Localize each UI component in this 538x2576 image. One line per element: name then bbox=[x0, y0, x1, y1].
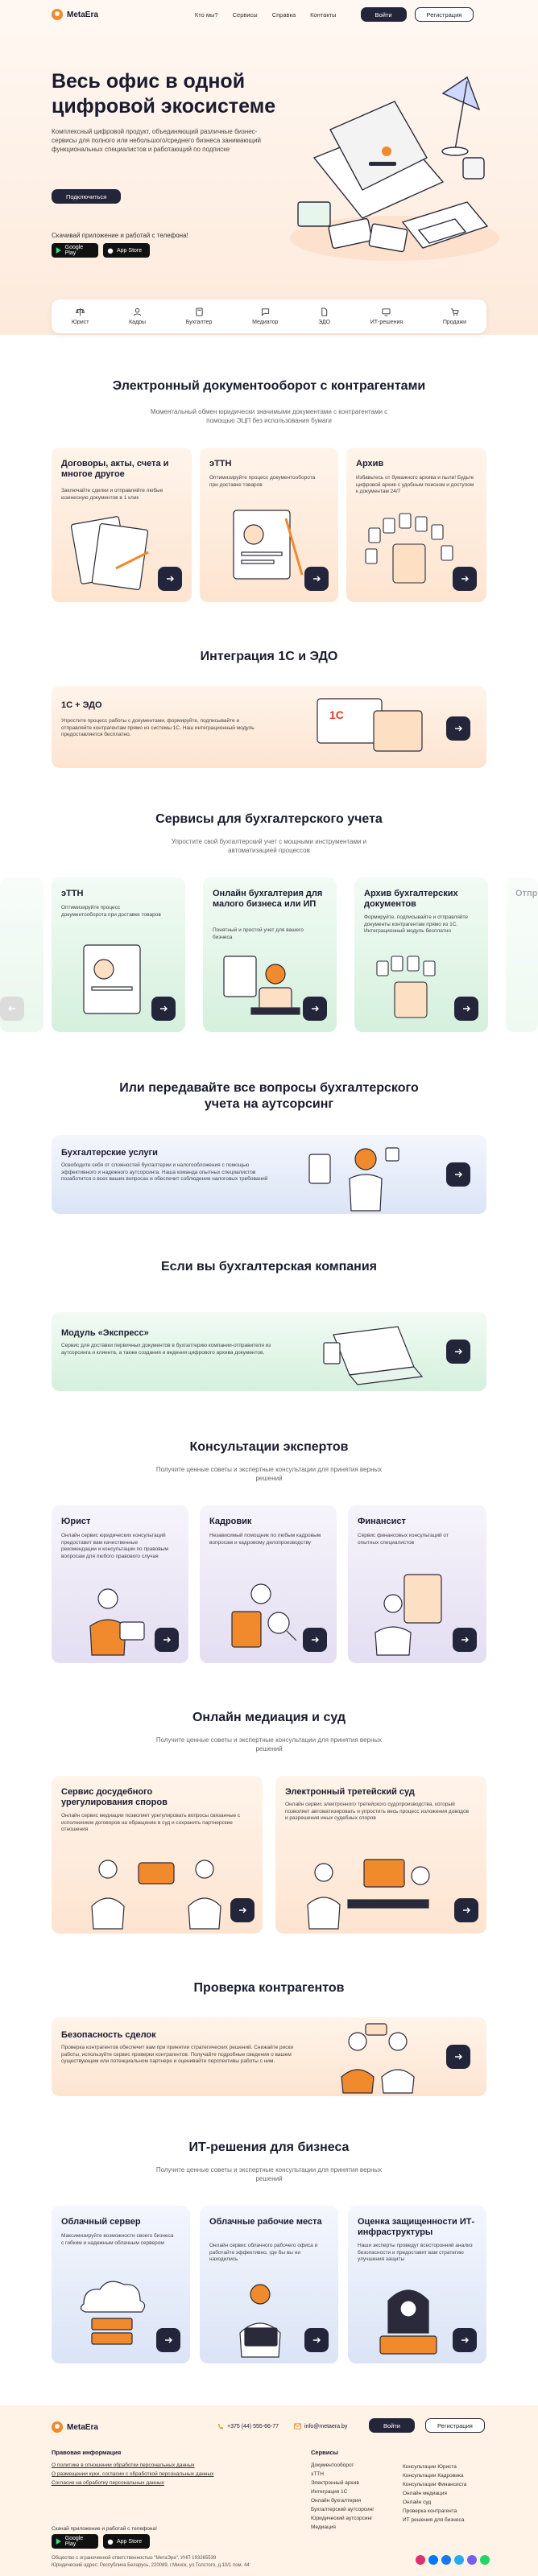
card-description: Упростите процесс работы с документами, формируйте, подписывайте и отправляйте контрагентам прямо из системы 1С. Наш интеграционный модуль предоставляется бесплатно. bbox=[61, 718, 255, 737]
it-card-cloud-server[interactable] bbox=[52, 2206, 190, 2363]
card-description: Онлайн сервис юридических консультаций предоставит вам качественные рекомендации и консультации по правовым вопросам для любого правового случая bbox=[61, 1533, 168, 1559]
arrow-right-icon bbox=[310, 1635, 320, 1645]
ettn-illustration bbox=[217, 502, 314, 591]
ettn-illustration bbox=[68, 937, 164, 1026]
document-icon bbox=[320, 308, 329, 316]
accounting-title: Сервисы для бухгалтерского учета bbox=[155, 812, 383, 826]
service-link[interactable]: Бухгалтерский аутсорсинг bbox=[311, 2507, 375, 2512]
card-title: Кадровик bbox=[209, 1517, 252, 1526]
service-link[interactable]: Медиация bbox=[311, 2524, 336, 2530]
google-play-badge[interactable] bbox=[52, 2534, 98, 2549]
email-text: info@metaera.by bbox=[304, 2423, 348, 2429]
cloud-workplace-illustration bbox=[216, 2277, 304, 2360]
tab-label: ИТ-решения bbox=[370, 320, 404, 325]
card-title: Бухгалтерские услуги bbox=[61, 1148, 158, 1158]
card-title: эТТН bbox=[209, 459, 232, 469]
card-title: Отпр bbox=[515, 889, 538, 898]
card-description: Освободите себя от сложностей бухгалтерии и налогообложения с помощью эффективного и надежного аутсорсинга. Наша команда опытных специалистов позаботится о всех ваших вопросах и обеспечит соблюдение налоговых требований bbox=[61, 1162, 268, 1182]
card-description: Заключайте сделки и отправляйте любые юзинесную документов в 1 клик bbox=[61, 488, 163, 501]
arrow-right-icon bbox=[453, 1347, 463, 1356]
tab-label: Кадры bbox=[129, 320, 147, 325]
logo-icon bbox=[52, 2421, 63, 2433]
card-description: Избавьтесь от бумажного архива и пыли! Будьте цифровой архив с удобным поиском и доступом к документам 24/7 bbox=[356, 475, 474, 494]
card-description: Формируйте, подписывайте и отправляйте документы контрагентам прямо из 1С. Интеграционный модуль бесплатно bbox=[364, 914, 469, 934]
hero-title: Весь офис в одной цифровой экосистеме bbox=[52, 70, 276, 118]
arrow-right-icon bbox=[453, 1170, 463, 1179]
footer-store-badges bbox=[52, 2534, 150, 2549]
arrow-button[interactable] bbox=[230, 1898, 255, 1922]
arrow-button[interactable] bbox=[446, 1340, 470, 1364]
edo-card-ettn[interactable] bbox=[200, 448, 338, 602]
card-description: Оптимизируйте процесс документооборота при доставке товаров bbox=[209, 475, 316, 488]
main-nav bbox=[195, 11, 337, 19]
arbitration-illustration bbox=[292, 1843, 453, 1930]
legal-title: Правовая информация bbox=[52, 2449, 122, 2456]
card-title: Финансист bbox=[358, 1517, 406, 1526]
experts-card-hr[interactable] bbox=[200, 1505, 337, 1663]
store-badges bbox=[52, 243, 150, 258]
company-card[interactable] bbox=[52, 1312, 486, 1391]
integration-illustration bbox=[293, 691, 438, 765]
archive-illustration bbox=[361, 512, 466, 592]
edo-card-contracts[interactable] bbox=[52, 448, 192, 602]
tab-accountant[interactable] bbox=[186, 308, 213, 325]
cloud-server-illustration bbox=[68, 2272, 156, 2360]
google-play-badge[interactable] bbox=[52, 243, 98, 258]
arrow-button[interactable] bbox=[303, 997, 327, 1021]
arrow-right-icon bbox=[238, 1905, 247, 1915]
site-footer bbox=[0, 2405, 538, 2576]
card-description: Онлайн сервис облачного рабочего офиса и работайте эффективно, где бы вы ни находились bbox=[209, 2243, 318, 2262]
tab-lawyer[interactable] bbox=[72, 308, 89, 325]
lawyer-illustration bbox=[76, 1578, 156, 1658]
accounting-card-prev[interactable] bbox=[0, 877, 43, 1032]
google-play-label: Google Play bbox=[64, 245, 84, 256]
arrow-button[interactable] bbox=[446, 1162, 470, 1187]
edo-card-archive[interactable] bbox=[346, 448, 486, 602]
phone-text: +375 (44) 555-66-77 bbox=[227, 2423, 279, 2429]
tab-label: ЭДО bbox=[318, 320, 331, 325]
arrow-right-icon bbox=[460, 1635, 470, 1645]
calculator-icon bbox=[195, 308, 204, 316]
arrow-button[interactable] bbox=[158, 567, 182, 591]
app-store-label: App Store bbox=[117, 247, 143, 254]
mail-icon bbox=[294, 2423, 301, 2429]
service-link[interactable]: Документооборот bbox=[311, 2462, 354, 2468]
experts-card-finance[interactable] bbox=[348, 1505, 486, 1663]
arrow-button[interactable] bbox=[304, 567, 329, 591]
arrow-right-icon bbox=[310, 1004, 320, 1013]
hero-illustration bbox=[282, 61, 507, 279]
register-button[interactable]: Регистрация bbox=[415, 7, 474, 22]
footer-app-label: Скачай приложение и работай с телефона! bbox=[52, 2526, 157, 2532]
google-play-icon bbox=[56, 247, 62, 254]
arrow-button[interactable] bbox=[155, 1628, 179, 1652]
card-title: Архив бухгалтерских документов bbox=[364, 889, 458, 909]
apple-icon bbox=[107, 247, 114, 254]
card-title: 1С + ЭДО bbox=[61, 700, 102, 710]
monitor-icon bbox=[382, 308, 391, 316]
card-description: Понятный и простой учет для вашего бизнеса bbox=[213, 927, 304, 940]
arrow-button[interactable] bbox=[151, 997, 176, 1021]
arrow-right-icon bbox=[163, 2335, 173, 2345]
express-module-illustration bbox=[317, 1319, 438, 1388]
arrow-button[interactable] bbox=[454, 997, 478, 1021]
scale-icon bbox=[76, 308, 85, 316]
service-link[interactable]: Проверка контрагента bbox=[403, 2508, 457, 2514]
viber-icon[interactable] bbox=[467, 2555, 477, 2565]
tab-it[interactable] bbox=[370, 308, 404, 325]
online-accounting-illustration bbox=[219, 952, 308, 1024]
integration-card[interactable] bbox=[52, 686, 486, 768]
arrow-button[interactable] bbox=[453, 567, 477, 591]
card-title: эТТН bbox=[61, 889, 84, 898]
edo-title: Электронный документооборот с контрагентами bbox=[112, 379, 426, 393]
legal-link[interactable]: О политике в отношении обработки персональных данных bbox=[52, 2462, 195, 2468]
apple-icon bbox=[107, 2538, 114, 2545]
card-title: Безопасность сделок bbox=[61, 2030, 156, 2040]
arrow-right-icon bbox=[312, 574, 321, 584]
pretrial-illustration bbox=[84, 1842, 229, 1930]
edo-subtitle: Моментальный обмен юридически значимыми документами с контрагентами с помощью ЭЦП без использования бумаги bbox=[150, 408, 388, 424]
accounting-card-archive[interactable] bbox=[354, 877, 488, 1032]
outsourcing-card[interactable] bbox=[52, 1135, 486, 1214]
arrow-button[interactable] bbox=[454, 1898, 478, 1922]
vk-icon[interactable] bbox=[428, 2555, 438, 2565]
cart-icon bbox=[450, 308, 459, 316]
service-link[interactable]: Онлайн бухгалтерия bbox=[311, 2498, 362, 2504]
card-title: Сервис досудебного урегулирования споров bbox=[61, 1787, 168, 1807]
nav-item-contacts[interactable]: Контакты bbox=[310, 10, 337, 19]
facebook-icon[interactable] bbox=[441, 2555, 451, 2565]
arrow-right-icon bbox=[461, 1905, 471, 1915]
logo-text: MetaEra bbox=[67, 2422, 98, 2432]
tab-label: Бухгалтер bbox=[185, 320, 213, 325]
card-description: Оптимизируйте процесс документооборота при доставке товаров bbox=[61, 905, 161, 918]
arrow-right-icon bbox=[312, 2335, 321, 2345]
app-store-badge[interactable] bbox=[103, 2534, 150, 2549]
card-title: Архив bbox=[356, 459, 384, 469]
arrow-right-icon bbox=[162, 1635, 172, 1645]
tab-label: Медиатор bbox=[252, 320, 279, 325]
nav-item-about[interactable]: Кто мы? bbox=[194, 10, 218, 19]
card-title: Онлайн бухгалтерия для малого бизнеса или ИП bbox=[213, 889, 323, 909]
arrow-right-icon bbox=[453, 724, 463, 733]
experts-subtitle: Получите ценные советы и экспертные консультации для принятия верных решений bbox=[155, 1466, 383, 1482]
card-description: Наши эксперты проведут всесторонний анализ безопасности и предоставят вам стратегию улучшения защиты bbox=[358, 2243, 473, 2262]
outsourcing-title: Или передавайте все вопросы бухгалтерского учета на аутсорсинг bbox=[119, 1081, 419, 1111]
hero-section bbox=[0, 29, 538, 335]
footer-login-button[interactable]: Войти bbox=[369, 2418, 415, 2433]
connect-button[interactable]: Подключиться bbox=[52, 189, 121, 204]
mediation-title: Онлайн медиация и суд bbox=[192, 1711, 346, 1724]
mediation-subtitle: Получите ценные советы и экспертные консультации для принятия верных решений bbox=[155, 1736, 383, 1752]
tab-mediator[interactable] bbox=[252, 308, 278, 325]
arrow-button[interactable] bbox=[156, 2328, 180, 2352]
tab-label: Юрист bbox=[71, 320, 89, 325]
arrow-button[interactable] bbox=[446, 2045, 470, 2069]
experts-title: Консультации экспертов bbox=[189, 1440, 349, 1454]
nav-item-services[interactable]: Сервисы bbox=[232, 10, 258, 19]
tab-hr[interactable] bbox=[129, 308, 146, 325]
users-icon bbox=[133, 308, 142, 316]
logo-text: MetaEra bbox=[67, 10, 98, 19]
svg-text:1С: 1С bbox=[329, 708, 344, 721]
it-card-security[interactable] bbox=[348, 2206, 486, 2363]
arrow-right-icon bbox=[165, 574, 175, 584]
legal-link[interactable]: О размещении куки, согласии с обработкой персональных данных bbox=[52, 2471, 214, 2477]
it-subtitle: Получите ценные советы и экспертные консультации для принятия верных решений bbox=[155, 2166, 383, 2182]
card-title: Модуль «Экспресс» bbox=[61, 1328, 149, 1338]
arrow-button[interactable] bbox=[304, 2328, 329, 2352]
arrow-right-icon bbox=[159, 1004, 168, 1013]
arrow-right-icon bbox=[460, 2335, 470, 2345]
card-title: Юрист bbox=[61, 1517, 91, 1526]
contracts-illustration bbox=[68, 512, 164, 592]
card-title: Облачный сервер bbox=[61, 2217, 141, 2227]
mediation-card-pretrial[interactable] bbox=[52, 1776, 263, 1934]
whatsapp-icon[interactable] bbox=[480, 2555, 490, 2565]
card-description: Максимизируйте возможности своего бизнеса с гибким и надежным облачным сервером bbox=[61, 2233, 174, 2246]
experts-card-lawyer[interactable] bbox=[52, 1505, 188, 1663]
instagram-icon[interactable] bbox=[416, 2555, 425, 2565]
service-link[interactable]: Онлайн суд bbox=[403, 2500, 432, 2505]
service-link[interactable]: Электронный архив bbox=[311, 2480, 359, 2486]
it-card-cloud-workplace[interactable] bbox=[200, 2206, 338, 2363]
card-description: Онлайн сервис медиации позволяет урегулировать вопросы связанные с исполнением договоров на обращение в суд и сохранить партнерские отношения bbox=[61, 1813, 241, 1832]
chat-icon bbox=[261, 308, 270, 316]
verification-title: Проверка контрагентов bbox=[193, 1981, 345, 1995]
service-link[interactable]: Консультации Кадровика bbox=[403, 2473, 464, 2479]
telegram-icon[interactable] bbox=[454, 2555, 464, 2565]
services-column-1 bbox=[311, 2449, 399, 2532]
service-link[interactable]: Юридический аутсорсинг bbox=[311, 2516, 373, 2521]
footer-phone[interactable] bbox=[217, 2423, 279, 2429]
arrow-button[interactable] bbox=[303, 1628, 327, 1652]
card-title: Электронный третейский суд bbox=[285, 1787, 415, 1797]
it-title: ИТ-решения для бизнеса bbox=[188, 2140, 350, 2154]
service-link[interactable]: Интеграция 1С bbox=[311, 2489, 348, 2495]
footer-email[interactable] bbox=[294, 2423, 347, 2429]
hero-description: Комплексный цифровой продукт, объединяющий различные бизнес-сервисы для полного или небольшого/среднего бизнеса занимающий функциональных специалистов и работающий по подписке bbox=[52, 128, 262, 153]
card-description: Онлайн сервис электронного третейского судопроизводства, который позволяет автоматизировать и упростить весь процесс изложения доводов и разрешения иных судебных споров bbox=[285, 1802, 470, 1821]
archive-illustration bbox=[370, 955, 459, 1027]
footer-logo[interactable] bbox=[52, 2421, 98, 2433]
google-play-label: Google Play bbox=[64, 2536, 84, 2547]
carousel-prev-button[interactable] bbox=[0, 997, 24, 1021]
finance-illustration bbox=[364, 1568, 453, 1658]
arrow-right-icon bbox=[460, 574, 470, 584]
accounting-card-next[interactable] bbox=[506, 877, 538, 1032]
verification-illustration bbox=[317, 2021, 438, 2095]
card-description: Сервис для доставки первичных документов в бухгалтерию компании-отправителя из аутсорсинга и клиента, а также создания и ведения цифрового архива документов. bbox=[61, 1343, 271, 1356]
mediation-card-arbitration[interactable] bbox=[275, 1776, 486, 1934]
login-button[interactable]: Войти bbox=[361, 7, 407, 22]
verification-card[interactable] bbox=[52, 2017, 486, 2096]
app-store-label: App Store bbox=[117, 2538, 143, 2545]
services-column-2 bbox=[403, 2462, 491, 2524]
arrow-left-icon bbox=[7, 1004, 17, 1013]
hr-illustration bbox=[216, 1575, 304, 1660]
card-title: Оценка защищенности ИТ-инфраструктуры bbox=[358, 2217, 475, 2237]
company-info bbox=[52, 2555, 250, 2570]
service-link[interactable]: Консультации Финансиста bbox=[403, 2482, 467, 2487]
arrow-right-icon bbox=[461, 1004, 471, 1013]
card-title: Облачные рабочие места bbox=[209, 2217, 322, 2227]
card-title: Договоры, акты, счета и многое другое bbox=[61, 459, 169, 479]
social-links bbox=[416, 2555, 490, 2565]
security-illustration bbox=[364, 2277, 453, 2360]
card-description: Независимый помощник по любым кадровым вопросам и кадровому делопроизводству bbox=[209, 1533, 321, 1546]
tab-label: Продажи bbox=[442, 320, 467, 325]
card-description: Проверка контрагентов обеспечит вам при принятии стратегических решений. Снижайте риски работы, используйте сервис проверки контрагентов. Получайте подробные сведения о вашем существующем или потенциальном партнере и оценивайте перспективы работы с ним. bbox=[61, 2045, 294, 2064]
services-title: Сервисы bbox=[311, 2449, 338, 2456]
legal-link[interactable]: Согласие на обработку персональных данных bbox=[52, 2480, 164, 2486]
arrow-button[interactable] bbox=[453, 2328, 477, 2352]
footer-register-button[interactable]: Регистрация bbox=[425, 2418, 485, 2433]
accounting-card-online[interactable] bbox=[203, 877, 337, 1032]
tab-edo[interactable] bbox=[318, 308, 330, 325]
arrow-button[interactable] bbox=[453, 1628, 477, 1652]
company-title: Если вы бухгалтерская компания bbox=[160, 1260, 378, 1274]
outsourcing-illustration bbox=[293, 1138, 422, 1212]
service-link[interactable]: Онлайн медиация bbox=[403, 2491, 447, 2496]
arrow-button[interactable] bbox=[446, 716, 470, 741]
accounting-card-ettn[interactable] bbox=[52, 877, 185, 1032]
logo[interactable] bbox=[52, 9, 98, 20]
arrow-right-icon bbox=[453, 2052, 463, 2062]
hero-app-label: Скачивай приложение и работай с телефона! bbox=[52, 232, 188, 239]
service-link[interactable]: Консультации Юриста bbox=[403, 2464, 457, 2470]
app-store-badge[interactable] bbox=[103, 243, 150, 258]
google-play-icon bbox=[56, 2538, 62, 2545]
legal-column bbox=[52, 2449, 229, 2487]
logo-icon bbox=[52, 9, 63, 20]
site-header bbox=[0, 0, 538, 29]
card-description: Сервис финансовых консультаций от опытных специалистов bbox=[358, 1533, 449, 1546]
phone-icon bbox=[217, 2423, 224, 2429]
accounting-subtitle: Упростите свой бухгалтерский учет с мощными инструментами и автоматизацией процессов bbox=[171, 838, 367, 854]
tab-sales[interactable] bbox=[443, 308, 466, 325]
integration-title: Интеграция 1С и ЭДО bbox=[200, 650, 338, 663]
service-link[interactable]: эТТН bbox=[311, 2471, 324, 2477]
company-line: Общество с ограниченной ответственностью "МетаЭра", УНП 193265539 bbox=[52, 2556, 217, 2561]
service-tabs bbox=[52, 299, 486, 333]
company-line: Юридический адрес: Республика Беларусь, 220089, г.Минск, ул.Толстого, д.10/1 пом. 44 bbox=[52, 2563, 250, 2568]
nav-item-help[interactable]: Справка bbox=[271, 10, 296, 19]
service-link[interactable]: ИТ решения для бизнеса bbox=[403, 2517, 465, 2523]
